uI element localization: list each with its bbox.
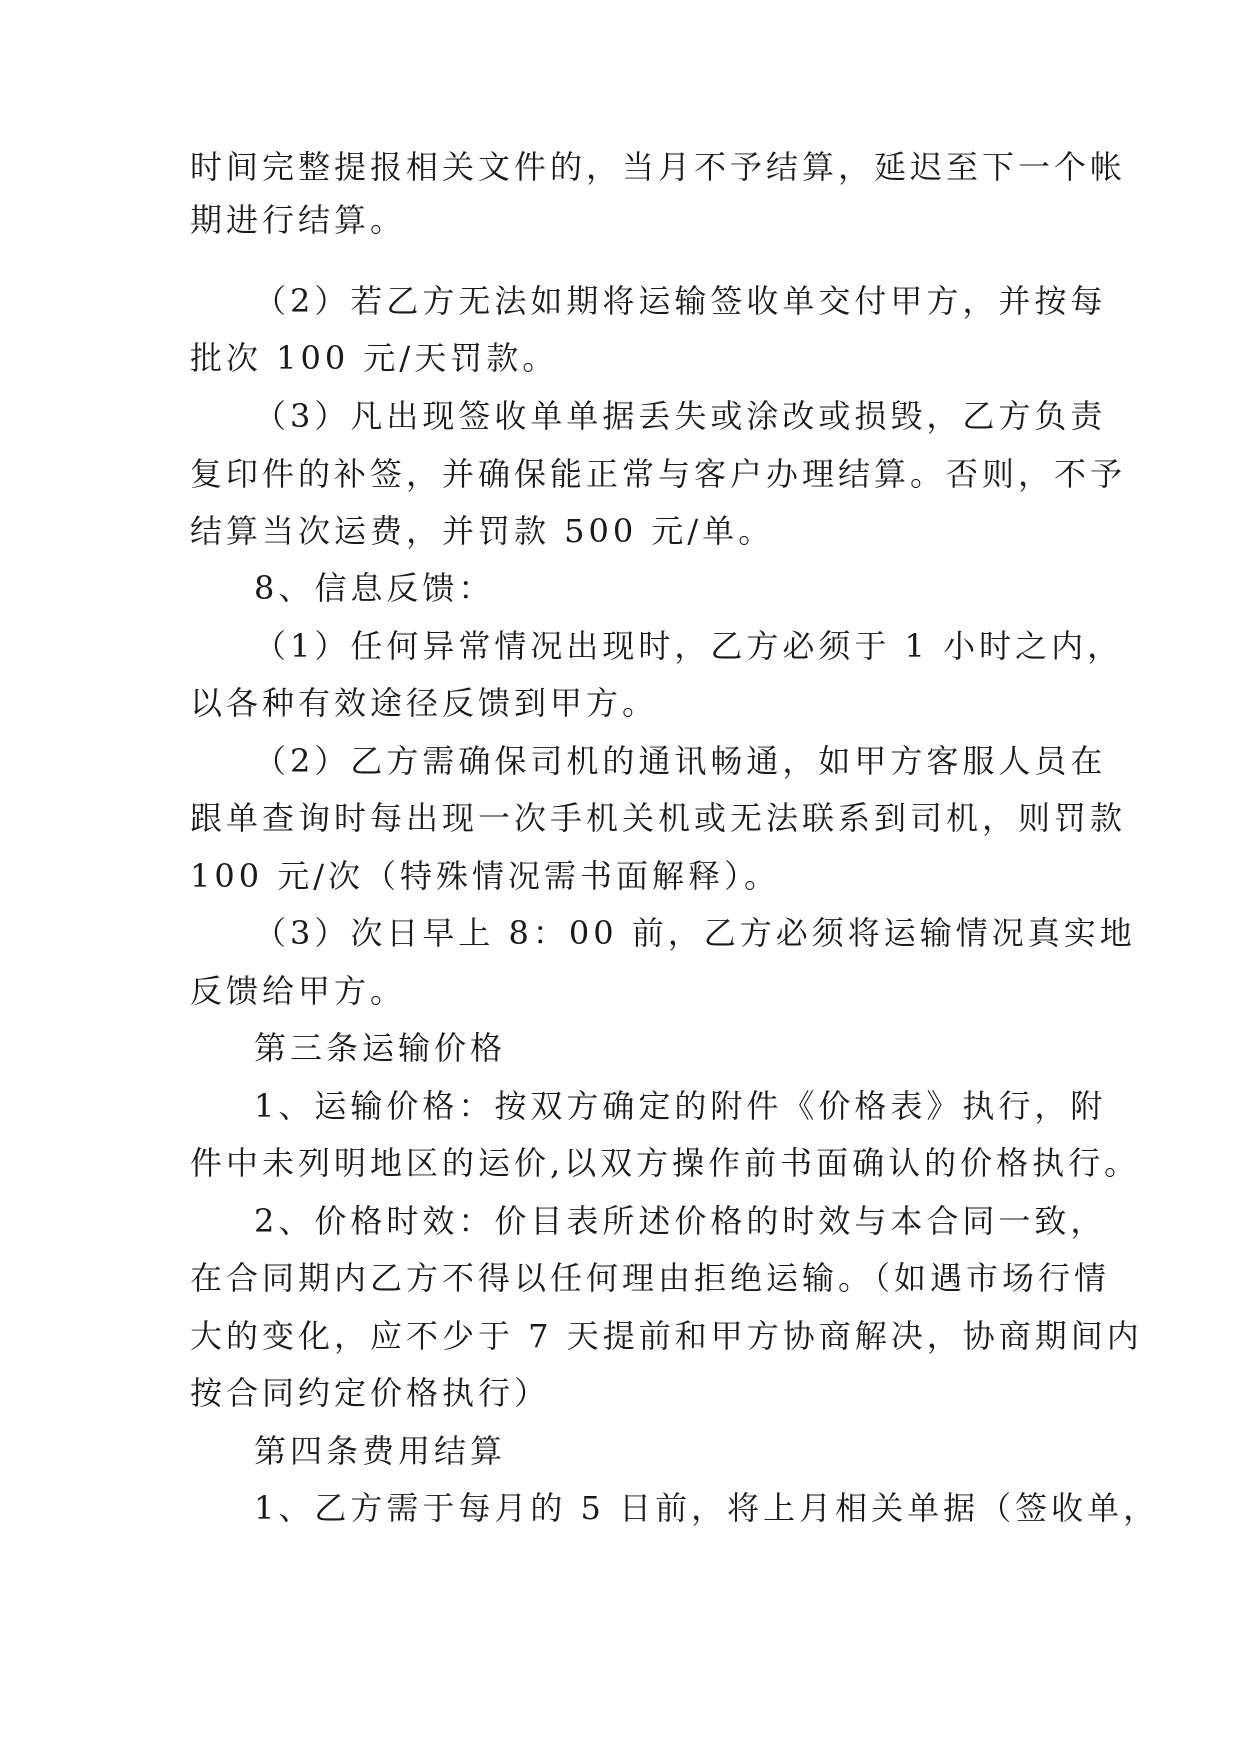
paragraph-line: （3）次日早上 8：00 前，乙方必须将运输情况真实地 (254, 914, 1136, 952)
paragraph-line: 在合同期内乙方不得以任何理由拒绝运输。（如遇市场行情 (190, 1259, 1111, 1297)
paragraph-line: （2）若乙方无法如期将运输签收单交付甲方，并按每 (254, 282, 1107, 320)
paragraph-line: 以各种有效途径反馈到甲方。 (190, 684, 659, 722)
paragraph-line: 100 元/次（特殊情况需书面解释）。 (190, 857, 781, 895)
paragraph-line: 跟单查询时每出现一次手机关机或无法联系到司机，则罚款 (190, 799, 1127, 837)
section-heading: 8、信息反馈： (254, 569, 495, 607)
paragraph-line: 大的变化，应不少于 7 天提前和甲方协商解决，协商期间内 (190, 1317, 1143, 1355)
paragraph-line: 复印件的补签，并确保能正常与客户办理结算。否则，不予 (190, 455, 1127, 493)
paragraph-line: 时间完整提报相关文件的，当月不予结算，延迟至下一个帐 (190, 148, 1127, 186)
paragraph-line: （3）凡出现签收单单据丢失或涂改或损毁，乙方负责 (254, 397, 1107, 435)
article-heading: 第三条运输价格 (254, 1029, 507, 1067)
paragraph-line: （2）乙方需确保司机的通讯畅通，如甲方客服人员在 (254, 742, 1107, 780)
paragraph-line: （1）任何异常情况出现时，乙方必须于 1 小时之内， (254, 627, 1124, 665)
article-heading: 第四条费用结算 (254, 1432, 507, 1470)
paragraph-line: 1、乙方需于每月的 5 日前，将上月相关单据（签收单， (254, 1489, 1160, 1527)
paragraph-line: 2、价格时效：价目表所述价格的时效与本合同一致， (254, 1202, 1107, 1240)
paragraph-line: 期进行结算。 (190, 201, 407, 239)
paragraph-line: 按合同约定价格执行） (190, 1374, 551, 1412)
paragraph-line: 1、运输价格：按双方确定的附件《价格表》执行，附 (254, 1087, 1107, 1125)
paragraph-line: 反馈给甲方。 (190, 972, 407, 1010)
paragraph-line: 批次 100 元/天罚款。 (190, 339, 559, 377)
paragraph-line: 件中未列明地区的运价,以双方操作前书面确认的价格执行。 (190, 1144, 1141, 1182)
paragraph-line: 结算当次运费，并罚款 500 元/单。 (190, 512, 775, 550)
